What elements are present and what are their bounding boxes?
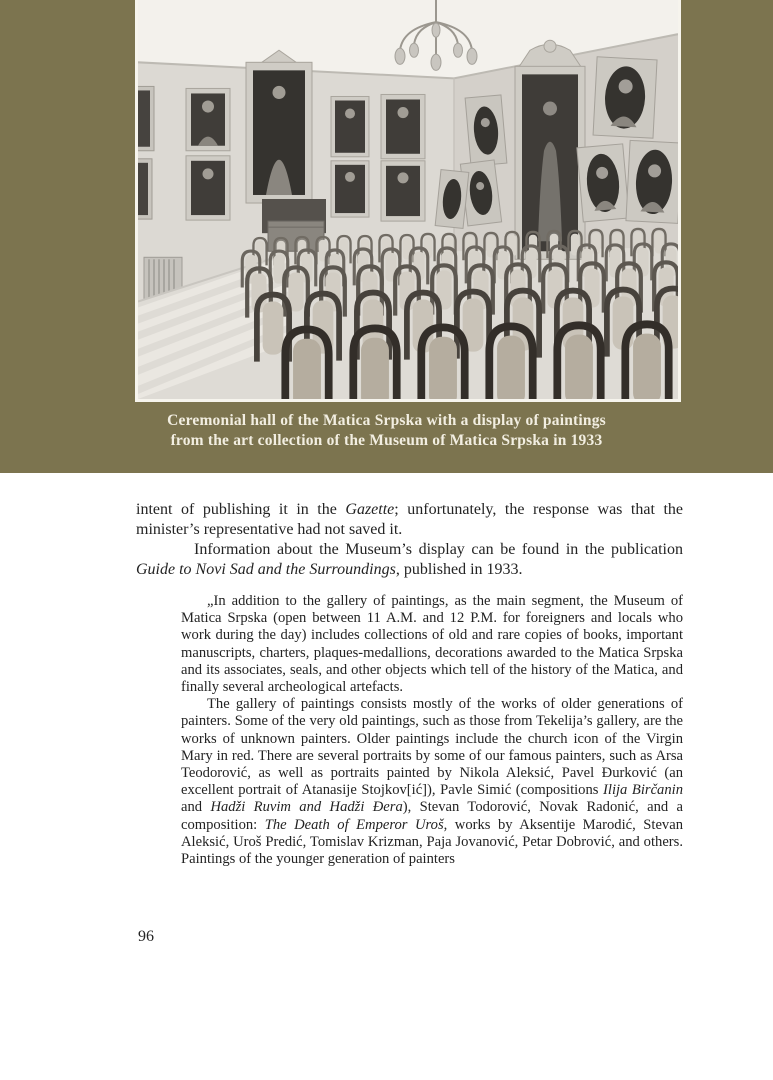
quote-paragraph-1: „In addition to the gallery of paintings, as the main segment, the Museum of Matica Srpska (open between 11 A.M. and 12 P.M. for foreigners and locals who work during the day) includes collections of old and rare copies of books, important manuscripts, charters, plaques-medallions, decorations awarded to the Matica Srpska and its associates, seals, and other objects which tell of the history of the Matica, and finally several archeological artefacts. bbox=[181, 593, 683, 696]
italic-title: The Death of Emperor Uroš bbox=[264, 816, 444, 833]
quote-paragraph-2: The gallery of paintings consists mostly of the works of older generations of painters. Some of the very old paintings, such as those from Tekelija’s gallery, are the works of unknown painters. Older paintings include the church icon of the Virgin Mary in red. There are several portraits by some of our famous painters, such as Arsa Teodorović, as well as portraits painted by Nikola Aleksić, Pavel Đurković (an excellent portrait of Atanasije Stojkov[ić]), Pavle Simić (compositions Ilija Birčanin and Hadži Ruvim and Hadži Đera), Stevan Todorović, Novak Radonić, and a composition: The Death of Emperor Uroš, works by Aksentije Marodić, Stevan Aleksić, Uroš Predić, Tomislav Krizman, Paja Jovanović, Petar Dobrović, and others. Paintings of the younger generation of painters bbox=[181, 696, 683, 868]
caption-line-2: from the art collection of the Museum of Matica Srpska in 1933 bbox=[170, 431, 603, 449]
italic-title: Guide to Novi Sad and the Surroundings bbox=[136, 561, 396, 578]
quote-block bbox=[181, 593, 683, 868]
page-number: 96 bbox=[138, 928, 154, 945]
paragraph-2: Information about the Museum’s display can be found in the publication Guide to Novi Sad and the Surroundings, published in 1933. bbox=[136, 541, 683, 578]
hall-photograph bbox=[135, 0, 681, 402]
body-text bbox=[136, 500, 683, 868]
italic-title: Ilija Birčanin bbox=[603, 782, 683, 799]
photo-caption bbox=[0, 411, 773, 450]
hall-photo-illustration bbox=[138, 0, 678, 399]
paragraph-1: intent of publishing it in the Gazette; unfortunately, the response was that the minister’s representative had not saved it. bbox=[136, 501, 683, 538]
italic-title: Gazette bbox=[345, 501, 395, 518]
large-portrait bbox=[515, 40, 585, 259]
italic-title: Hadži Ruvim and Hadži Đera bbox=[210, 799, 403, 816]
caption-line-1: Ceremonial hall of the Matica Srpska with a display of paintings bbox=[167, 412, 606, 429]
